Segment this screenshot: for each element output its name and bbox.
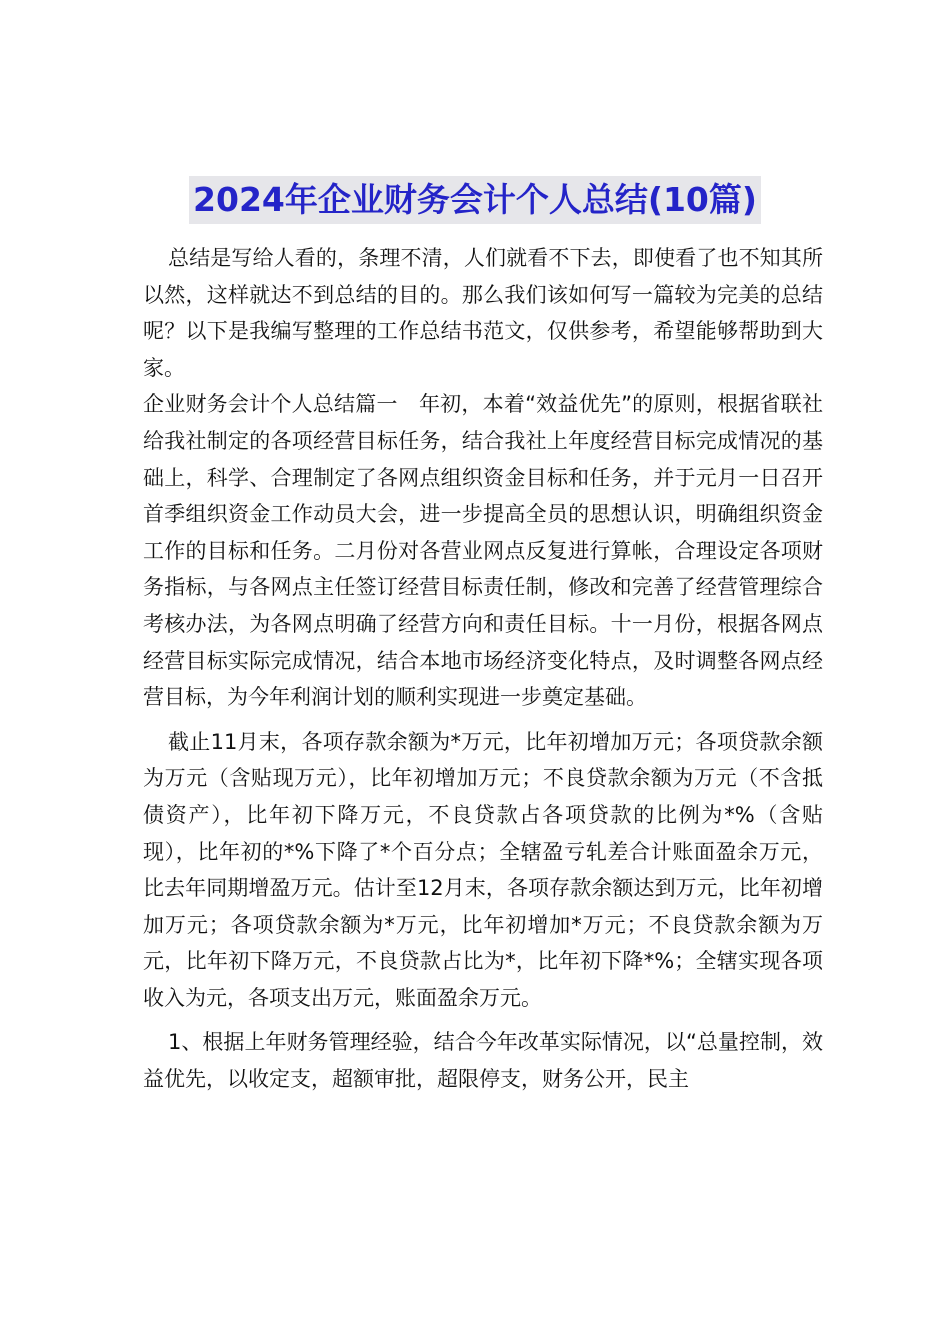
document-body (143, 240, 823, 1098)
paragraph-section-one: 企业财务会计个人总结篇一 年初，本着“效益优先”的原则，根据省联社给我社制定的各项经营目标任务，结合我社上年度经营目标完成情况的基础上，科学、合理制定了各网点组织资金目标和任务，并于元月一日召开首季组织资金工作动员大会，进一步提高全员的思想认识，明确组织资金工作的目标和任务。二月份对各营业网点反复进行算帐，合理设定各项财务指标，与各网点主任签订经营目标责任制，修改和完善了经营管理综合考核办法，为各网点明确了经营方向和责任目标。十一月份，根据各网点经营目标实际完成情况，结合本地市场经济变化特点，及时调整各网点经营目标，为今年利润计划的顺利实现进一步奠定基础。 (143, 392, 823, 710)
paragraph-intro: 总结是写给人看的，条理不清，人们就看不下去，即使看了也不知其所以然，这样就达不到总结的目的。那么我们该如何写一篇较为完美的总结呢？以下是我编写整理的工作总结书范文，仅供参考，希望能够帮助到大家。 (143, 246, 823, 380)
paragraph-figures: 截止11月末，各项存款余额为*万元，比年初增加万元；各项贷款余额为万元（含贴现万元），比年初增加万元；不良贷款余额为万元（不含抵债资产），比年初下降万元，不良贷款占各项贷款的比例为*%（含贴现），比年初的*%下降了*个百分点；全辖盈亏轧差合计账面盈余万元，比去年同期增盈万元。估计至12月末，各项存款余额达到万元，比年初增加万元；各项贷款余额为*万元，比年初增加*万元；不良贷款余额为万元，比年初下降万元，不良贷款占比为*，比年初下降*%；全辖实现各项收入为元，各项支出万元，账面盈余万元。 (143, 729, 823, 1010)
document-title: 2024年企业财务会计个人总结(10篇) (189, 176, 761, 224)
title-container (0, 176, 950, 224)
paragraph-item-one: 1、根据上年财务管理经验，结合今年改革实际情况，以“总量控制，效益优先，以收定支，超额审批，超限停支，财务公开，民主 (143, 1030, 823, 1092)
